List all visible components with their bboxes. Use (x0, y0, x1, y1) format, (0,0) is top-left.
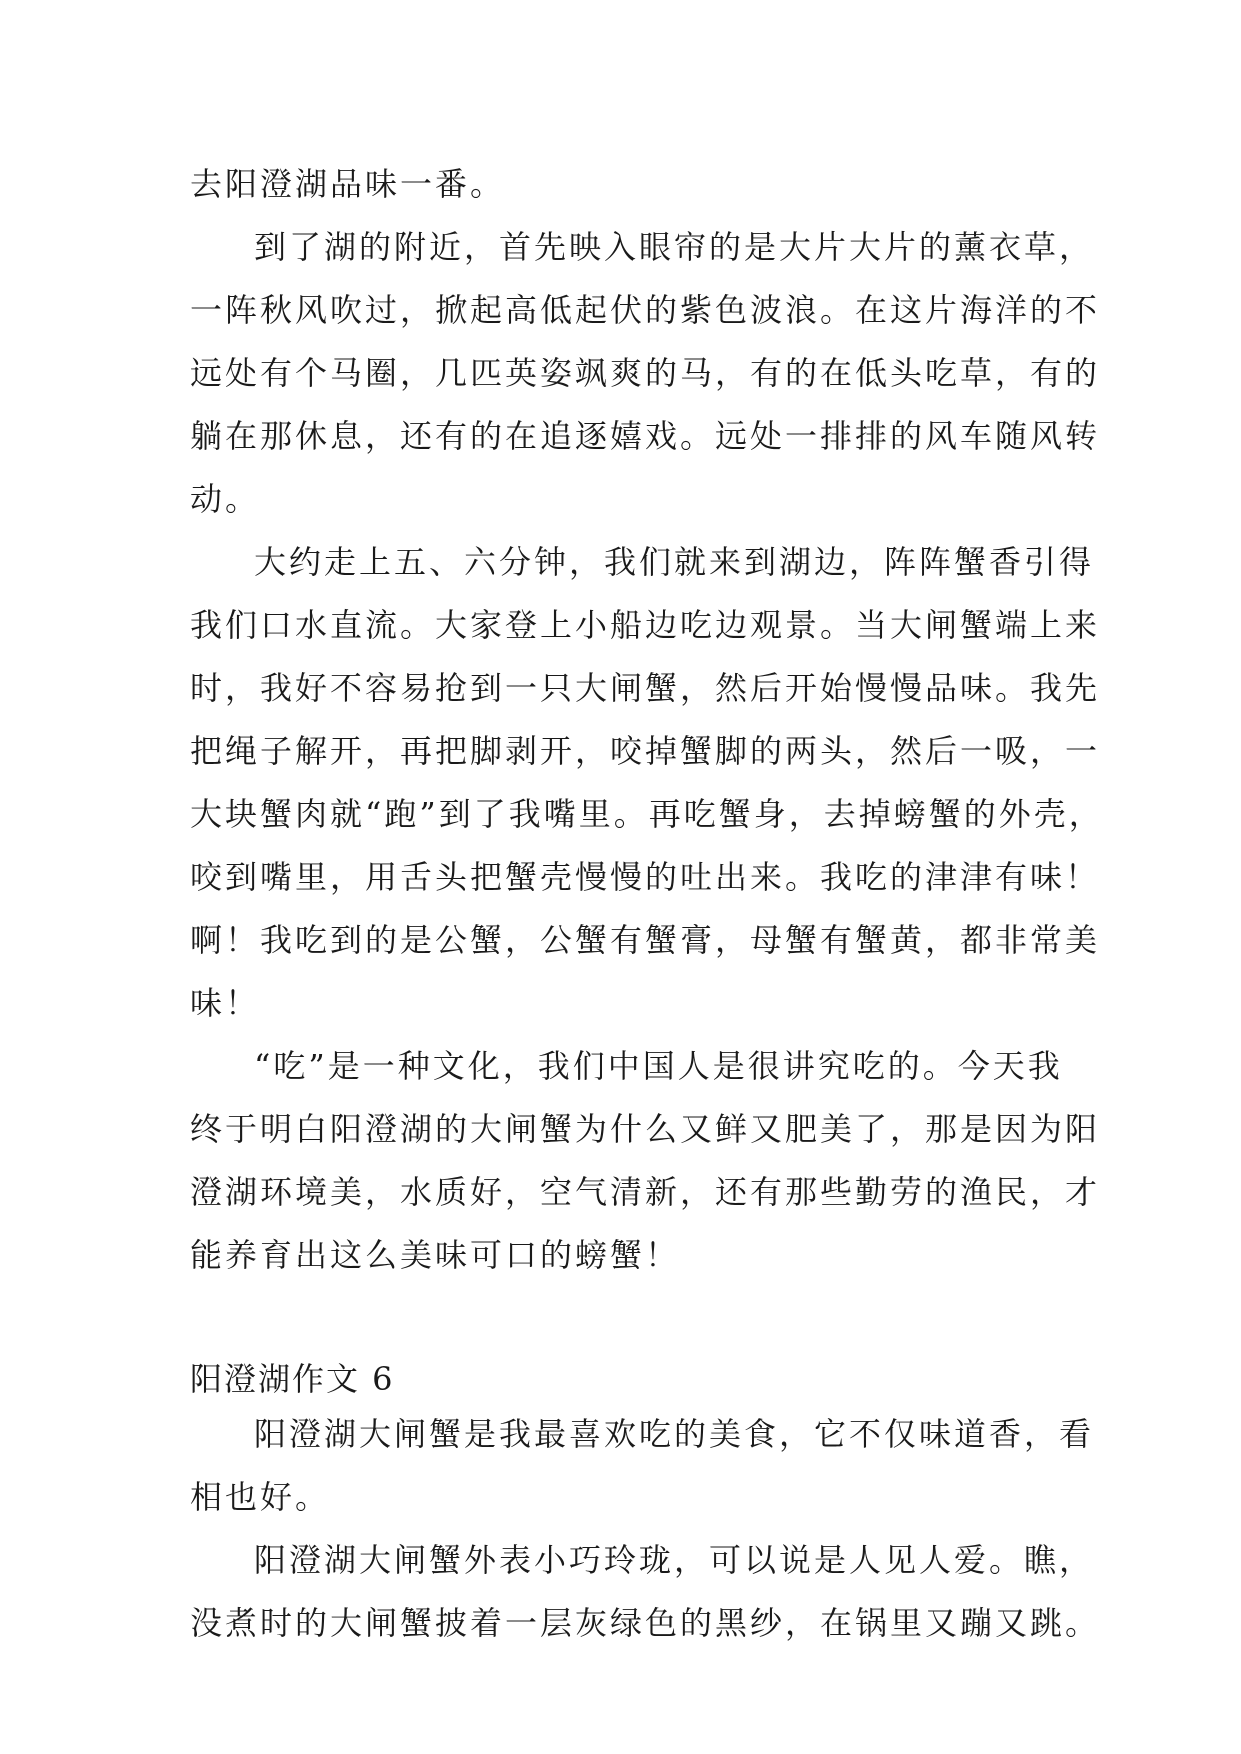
text-line: 阳澄湖大闸蟹外表小巧玲珑，可以说是人见人爱。瞧， (254, 1541, 1095, 1579)
text-line: 远处有个马圈，几匹英姿飒爽的马，有的在低头吃草，有的 (190, 354, 1101, 392)
text-line: 咬到嘴里，用舌头把蟹壳慢慢的吐出来。我吃的津津有味！ (190, 858, 1101, 896)
text-line: 把绳子解开，再把脚剥开，咬掉蟹脚的两头，然后一吸，一 (190, 732, 1101, 770)
text-line: 澄湖环境美，水质好，空气清新，还有那些勤劳的渔民，才 (190, 1173, 1101, 1211)
text-line: 大块蟹肉就“跑”到了我嘴里。再吃蟹身，去掉螃蟹的外壳， (190, 795, 1104, 833)
text-line: 能养育出这么美味可口的螃蟹！ (190, 1236, 681, 1274)
text-line: 一阵秋风吹过，掀起高低起伏的紫色波浪。在这片海洋的不 (190, 291, 1101, 329)
text-line: 终于明白阳澄湖的大闸蟹为什么又鲜又肥美了，那是因为阳 (190, 1110, 1101, 1148)
text-line: 动。 (190, 480, 261, 518)
text-line: 大约走上五、六分钟，我们就来到湖边，阵阵蟹香引得 (254, 543, 1095, 581)
text-line: 我们口水直流。大家登上小船边吃边观景。当大闸蟹端上来 (190, 606, 1101, 644)
text-line: 相也好。 (190, 1478, 331, 1516)
text-line: 去阳澄湖品味一番。 (190, 165, 506, 203)
text-line: 没煮时的大闸蟹披着一层灰绿色的黑纱，在锅里又蹦又跳。 (190, 1604, 1101, 1642)
text-line: 阳澄湖大闸蟹是我最喜欢吃的美食，它不仅味道香，看 (254, 1415, 1095, 1453)
text-line: 躺在那休息，还有的在追逐嬉戏。远处一排排的风车随风转 (190, 417, 1101, 455)
text-line: 啊！我吃到的是公蟹，公蟹有蟹膏，母蟹有蟹黄，都非常美 (190, 921, 1101, 959)
text-line: 时，我好不容易抢到一只大闸蟹，然后开始慢慢品味。我先 (190, 669, 1101, 707)
text-line: 味！ (190, 984, 261, 1022)
section-title: 阳澄湖作文 6 (190, 1360, 395, 1398)
text-line: “吃”是一种文化，我们中国人是很讲究吃的。今天我 (254, 1047, 1063, 1085)
text-line: 到了湖的附近，首先映入眼帘的是大片大片的薰衣草， (254, 228, 1095, 266)
